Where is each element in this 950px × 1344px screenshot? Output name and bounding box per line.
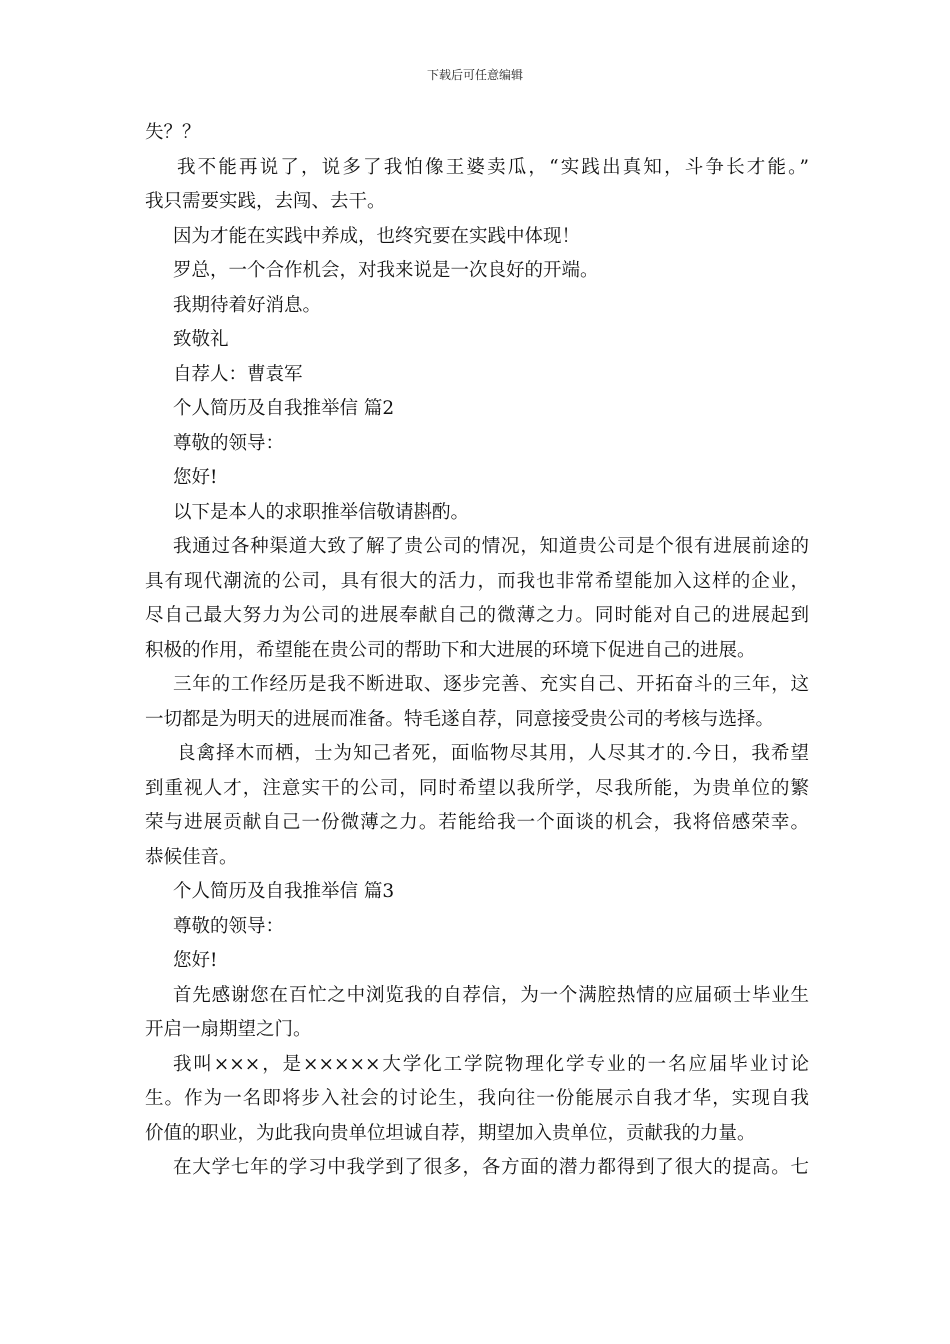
greeting-line: 您好! <box>173 950 218 971</box>
text-line: 具有现代潮流的公司，具有很大的活力，而我也非常希望能加入这样的企业， <box>145 570 809 592</box>
section-title: 个人简历及自我推举信 篇2 <box>173 398 395 419</box>
text-line: 罗总，一个合作机会，对我来说是一次良好的开端。 <box>173 260 599 281</box>
text-line: 在大学七年的学习中我学到了很多，各方面的潜力都得到了很大的提高。七 <box>173 1157 809 1178</box>
text-line: 积极的作用，希望能在贵公司的帮助下和大进展的环境下促进自己的进展。 <box>145 639 756 661</box>
text-line: 因为才能在实践中养成，也终究要在实践中体现！ <box>173 225 581 247</box>
text-line: 开启一扇期望之门。 <box>145 1019 312 1040</box>
text-line: 尽自己最大努力为公司的进展奉献自己的微薄之力。同时能对自己的进展起到 <box>145 605 809 626</box>
text-line: 良禽择木而栖，士为知己者死，面临物尽其用，人尽其才的.今日，我希望 <box>177 743 809 764</box>
text-line: 我期待着好消息。 <box>173 294 322 316</box>
document-body <box>145 116 809 1186</box>
text-line: 我叫×××，是×××××大学化工学院物理化学专业的一名应届毕业讨论 <box>173 1053 809 1075</box>
text-line: 首先感谢您在百忙之中浏览我的自荐信，为一个满腔热情的应届硕士毕业生 <box>173 984 809 1006</box>
text-line: 生。作为一名即将步入社会的讨论生，我向往一份能展示自我才华，实现自我 <box>145 1088 809 1109</box>
text-line: 恭候佳音。 <box>145 846 238 868</box>
text-line: 价值的职业，为此我向贵单位坦诚自荐，期望加入贵单位，贡献我的力量。 <box>145 1122 756 1144</box>
greeting-line: 尊敬的领导： <box>173 432 285 454</box>
text-line: 三年的工作经历是我不断进取、逐步完善、充实自己、开拓奋斗的三年，这 <box>173 674 809 695</box>
text-line: 我通过各种渠道大致了解了贵公司的情况，知道贵公司是个很有进展前途的 <box>173 536 809 557</box>
greeting-line: 尊敬的领导： <box>173 915 285 937</box>
signature-line: 自荐人：曹袁军 <box>173 363 303 385</box>
text-line: 到重视人才，注意实干的公司，同时希望以我所学，尽我所能，为贵单位的繁 <box>145 777 809 799</box>
text-line: 失？？ <box>145 122 201 143</box>
text-line: 以下是本人的求职推举信敬请斟酌。 <box>173 501 470 523</box>
closing-salutation: 致敬礼 <box>173 329 229 350</box>
greeting-line: 您好! <box>173 467 218 488</box>
section-title: 个人简历及自我推举信 篇3 <box>173 881 395 902</box>
page-header: 下载后可任意编辑 <box>426 68 523 82</box>
text-line: 我不能再说了，说多了我怕像王婆卖瓜，“实践出真知，斗争长才能。” <box>177 156 809 178</box>
text-line: 一切都是为明天的进展而准备。特毛遂自荐，同意接受贵公司的考核与选择。 <box>145 708 775 730</box>
text-line: 荣与进展贡献自己一份微薄之力。若能给我一个面谈的机会，我将倍感荣幸。 <box>145 812 809 833</box>
text-line: 我只需要实践，去闯、去干。 <box>145 191 386 212</box>
